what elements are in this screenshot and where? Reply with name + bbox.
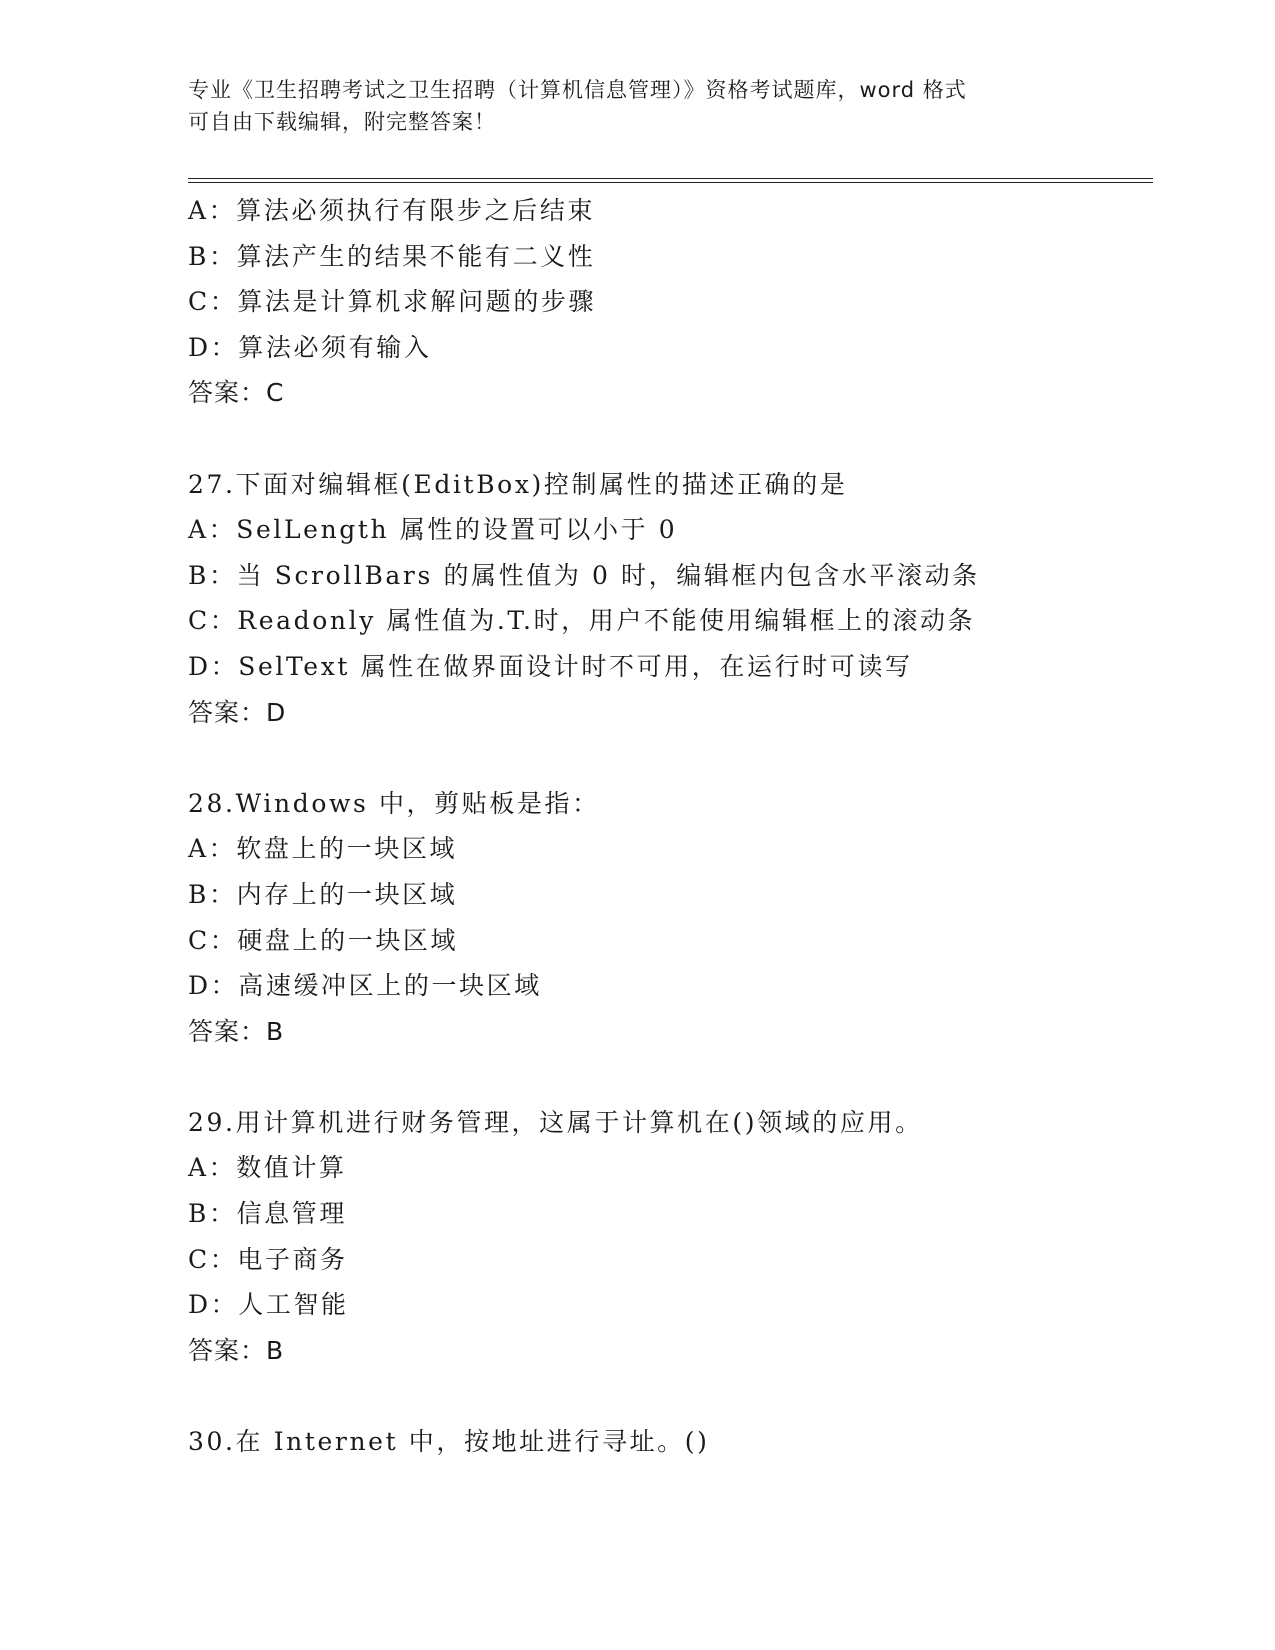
- option-b: B：内存上的一块区域: [188, 879, 458, 909]
- spacer: [188, 735, 1153, 781]
- option-d: D：算法必须有输入: [188, 332, 432, 362]
- question-stem: 28.Windows 中，剪贴板是指：: [188, 788, 600, 818]
- document-header: [188, 74, 1088, 138]
- option-c: C：算法是计算机求解问题的步骤: [188, 287, 597, 317]
- spacer: [188, 416, 1153, 462]
- question-28: [188, 781, 1153, 1055]
- header-line-1: 专业《卫生招聘考试之卫生招聘（计算机信息管理）》资格考试题库，word 格式: [188, 78, 967, 102]
- header-line-2: 可自由下载编辑，附完整答案！: [188, 110, 496, 134]
- header-divider-bottom: [188, 182, 1153, 183]
- question-26: [188, 188, 1153, 416]
- option-d: D：人工智能: [188, 1290, 349, 1320]
- option-a: A：算法必须执行有限步之后结束: [188, 196, 596, 225]
- question-list: [188, 188, 1153, 1465]
- option-a: A：数值计算: [188, 1153, 347, 1183]
- option-b: B：当 ScrollBars 的属性值为 0 时，编辑框内包含水平滚动条: [188, 560, 980, 590]
- spacer: [188, 1373, 1153, 1419]
- header-divider-top: [188, 178, 1153, 179]
- option-c: C：电子商务: [188, 1244, 348, 1274]
- option-b: B：信息管理: [188, 1199, 347, 1229]
- option-c: C：硬盘上的一块区域: [188, 925, 459, 955]
- option-a: A：软盘上的一块区域: [188, 834, 458, 864]
- question-29: [188, 1100, 1153, 1374]
- answer: 答案：C: [188, 378, 285, 408]
- answer: 答案：B: [188, 1335, 285, 1365]
- option-d: D：高速缓冲区上的一块区域: [188, 971, 542, 1001]
- answer: 答案：B: [188, 1016, 285, 1046]
- question-stem: 30.在 Internet 中，按地址进行寻址。(): [188, 1427, 710, 1457]
- option-b: B：算法产生的结果不能有二义性: [188, 241, 596, 271]
- option-d: D：SelText 属性在做界面设计时不可用，在运行时可读写: [188, 651, 913, 681]
- option-a: A：SelLength 属性的设置可以小于 0: [188, 515, 678, 545]
- answer: 答案：D: [188, 697, 287, 727]
- question-27: [188, 462, 1153, 736]
- question-30: [188, 1419, 1153, 1465]
- option-c: C：Readonly 属性值为.T.时，用户不能使用编辑框上的滚动条: [188, 606, 976, 636]
- question-stem: 27.下面对编辑框(EditBox)控制属性的描述正确的是: [188, 469, 848, 499]
- spacer: [188, 1054, 1153, 1100]
- question-stem: 29.用计算机进行财务管理，这属于计算机在()领域的应用。: [188, 1107, 923, 1137]
